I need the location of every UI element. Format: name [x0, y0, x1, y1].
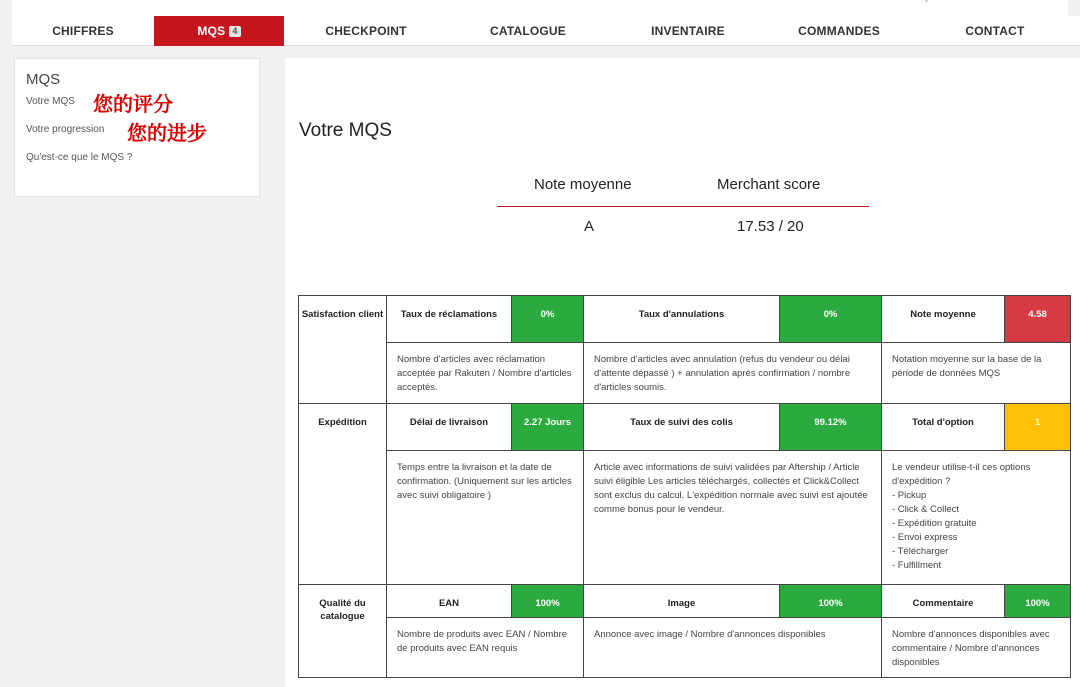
tab-checkpoint[interactable]: CHECKPOINT — [325, 24, 407, 38]
top-strip — [0, 0, 1080, 16]
shipping-option: - Click & Collect — [892, 504, 960, 515]
table-row — [299, 585, 1071, 618]
metric-value: 0% — [512, 296, 584, 343]
metric-label: Taux de suivi des colis — [584, 404, 780, 451]
shipping-options-cell — [882, 451, 1071, 585]
tab-mqs-badge: 4 — [229, 26, 240, 37]
metric-description: Article avec informations de suivi validées par Aftership / Article suivi éligible Les articles téléchargés, collectés et Click&Collect sont exclus du calcul. L'expédition normale avec suivi est ajoutée comme bonus pour le vendeur. — [584, 451, 882, 585]
metric-label: EAN — [387, 585, 512, 618]
tab-contact[interactable]: CONTACT — [965, 24, 1025, 38]
metric-description: Nombre de produits avec EAN / Nombre de produits avec EAN requis — [387, 618, 584, 678]
metric-description: Notation moyenne sur la base de la période de données MQS — [882, 343, 1071, 404]
page-title: Votre MQS — [299, 120, 392, 141]
sidebar-link-votre-mqs[interactable]: Votre MQS — [26, 96, 75, 107]
merchant-score-header: Merchant score — [717, 176, 821, 193]
chevron-down-icon[interactable]: ˇ — [925, 0, 928, 9]
category-satisfaction: Satisfaction client — [299, 296, 387, 404]
sidebar-link-what-is-mqs[interactable]: Qu'est-ce que le MQS ? — [26, 152, 133, 163]
shipping-option: - Expédition gratuite — [892, 518, 977, 529]
shipping-option: - Fulfillment — [892, 560, 942, 571]
top-bar — [12, 0, 1068, 16]
metric-label: Total d'option — [882, 404, 1005, 451]
annotation-votre-progression: 您的进步 — [127, 121, 207, 145]
annotation-votre-mqs: 您的评分 — [93, 92, 173, 116]
sidebar — [14, 58, 260, 197]
note-moyenne-header: Note moyenne — [534, 176, 632, 193]
shipping-option: - Télécharger — [892, 546, 949, 557]
metric-value: 100% — [780, 585, 882, 618]
metric-label: Note moyenne — [882, 296, 1005, 343]
metric-label: Délai de livraison — [387, 404, 512, 451]
main-nav — [12, 16, 1080, 46]
metric-label: Taux d'annulations — [584, 296, 780, 343]
table-row — [299, 618, 1071, 678]
metric-label: Image — [584, 585, 780, 618]
metric-label: Commentaire — [882, 585, 1005, 618]
main-panel — [285, 58, 1080, 687]
score-divider — [497, 206, 869, 207]
tab-catalogue[interactable]: CATALOGUE — [489, 24, 566, 38]
metric-value: 2.27 Jours — [512, 404, 584, 451]
tab-inventaire[interactable]: INVENTAIRE — [651, 24, 725, 38]
metric-description: Le vendeur utilise-t-il ces options d'expédition ? — [892, 462, 1031, 487]
metric-description: Nombre d'annonces disponibles avec commentaire / Nombre d'annonces disponibles — [882, 618, 1071, 678]
metric-label: Taux de réclamations — [387, 296, 512, 343]
metric-value: 1 — [1005, 404, 1071, 451]
shipping-option: - Envoi express — [892, 532, 958, 543]
table-row — [299, 343, 1071, 404]
merchant-score-value: 17.53 / 20 — [737, 218, 804, 235]
note-moyenne-value: A — [584, 218, 595, 235]
metric-value: 99.12% — [780, 404, 882, 451]
metric-value: 100% — [1005, 585, 1071, 618]
tab-commandes[interactable]: COMMANDES — [798, 24, 880, 38]
sidebar-link-votre-progression[interactable]: Votre progression — [26, 124, 105, 135]
table-row — [299, 404, 1071, 451]
table-row — [299, 451, 1071, 585]
metric-description: Nombre d'articles avec annulation (refus du vendeur ou délai d'attente dépassé ) + annulation après confirmation / nombre d'articles soumis. — [584, 343, 882, 404]
mqs-table — [298, 295, 1071, 678]
sidebar-title: MQS — [26, 71, 61, 88]
shipping-option: - Pickup — [892, 490, 927, 501]
metric-value: 100% — [512, 585, 584, 618]
metric-description: Temps entre la livraison et la date de confirmation. (Uniquement sur les articles avec suivi obligatoire ) — [387, 451, 584, 585]
metric-value: 4.58 — [1005, 296, 1071, 343]
category-expedition: Expédition — [299, 404, 387, 585]
metric-description: Nombre d'articles avec réclamation acceptée par Rakuten / Nombre d'articles acceptés. — [387, 343, 584, 404]
tab-chiffres[interactable]: CHIFFRES — [52, 24, 114, 38]
metric-description: Annonce avec image / Nombre d'annonces disponibles — [584, 618, 882, 678]
table-row — [299, 296, 1071, 343]
tab-mqs[interactable] — [154, 16, 284, 46]
category-catalogue: Qualité du catalogue — [299, 585, 387, 678]
metric-value: 0% — [780, 296, 882, 343]
tab-mqs-label: MQS — [197, 24, 226, 38]
